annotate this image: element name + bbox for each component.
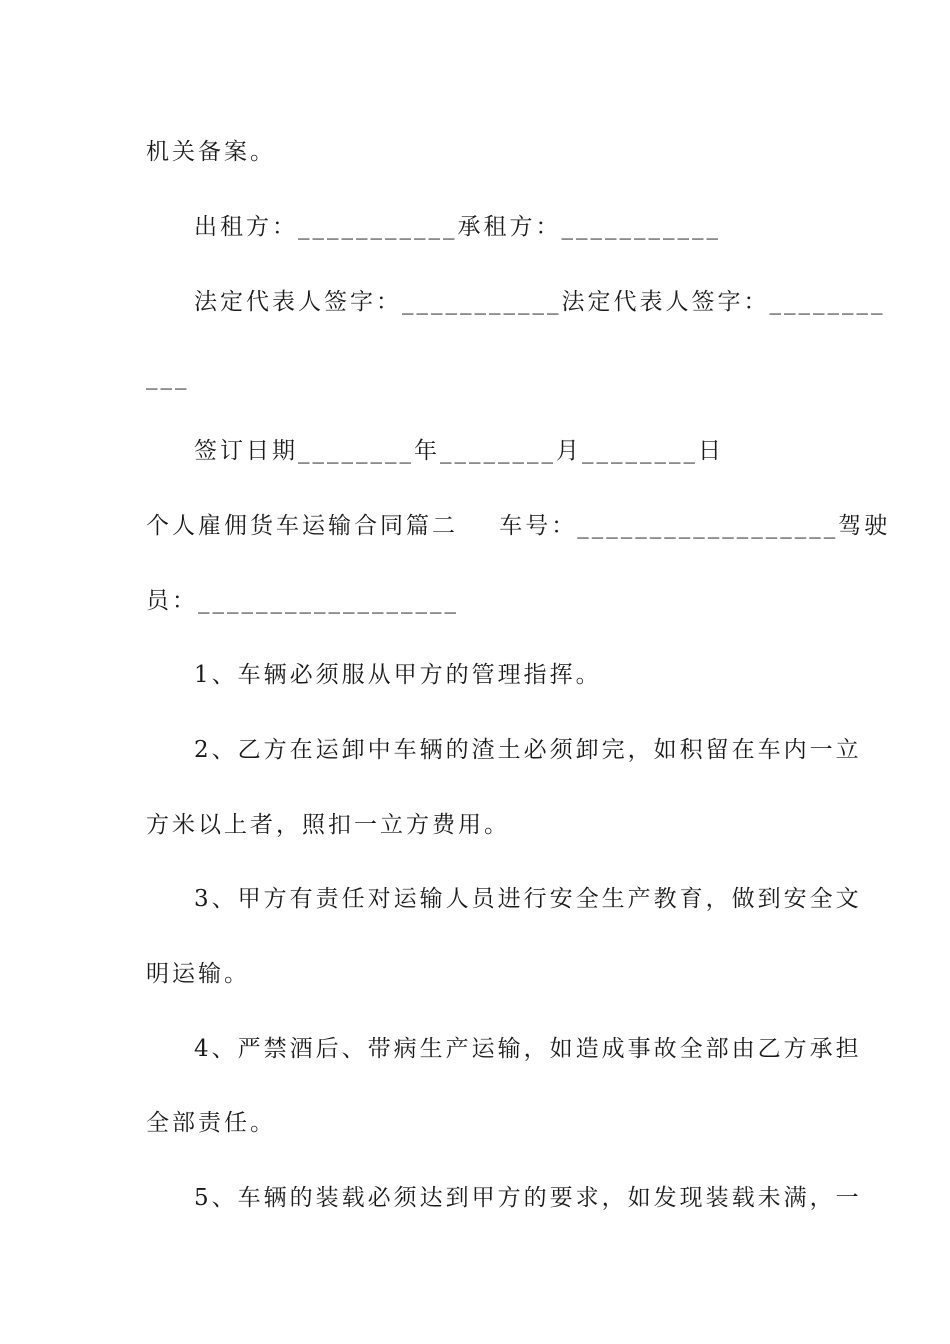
text-line-clause-3: 3、甲方有责任对运输人员进行安全生产教育，做到安全文 <box>194 886 862 912</box>
text-line-clause-1: 1、车辆必须服从甲方的管理指挥。 <box>194 662 602 688</box>
text-line-clause-3-cont: 明运输。 <box>146 961 250 987</box>
text-line-lessor-lessee: 出租方：___________承租方：___________ <box>194 214 721 240</box>
text-line-legal-rep-signature: 法定代表人签字：___________法定代表人签字：________ <box>194 289 886 315</box>
text-line-driver: 员：__________________ <box>146 588 459 614</box>
text-line-clause-5: 5、车辆的装载必须达到甲方的要求，如发现装载未满，一 <box>194 1185 862 1211</box>
text-line-sign-date: 签订日期________年________月________日 <box>194 438 724 464</box>
text-line-clause-2-cont: 方米以上者，照扣一立方费用。 <box>146 812 510 838</box>
text-line-signature-cont: ___ <box>146 364 190 390</box>
text-line-contract-title: 个人雇佣货车运输合同篇二 车号：__________________驾驶 <box>146 513 891 539</box>
text-line-filing: 机关备案。 <box>146 139 276 165</box>
text-line-clause-4-cont: 全部责任。 <box>146 1110 276 1136</box>
text-line-clause-4: 4、严禁酒后、带病生产运输，如造成事故全部由乙方承担 <box>194 1036 862 1062</box>
text-line-clause-2: 2、乙方在运卸中车辆的渣土必须卸完，如积留在车内一立 <box>194 737 862 763</box>
